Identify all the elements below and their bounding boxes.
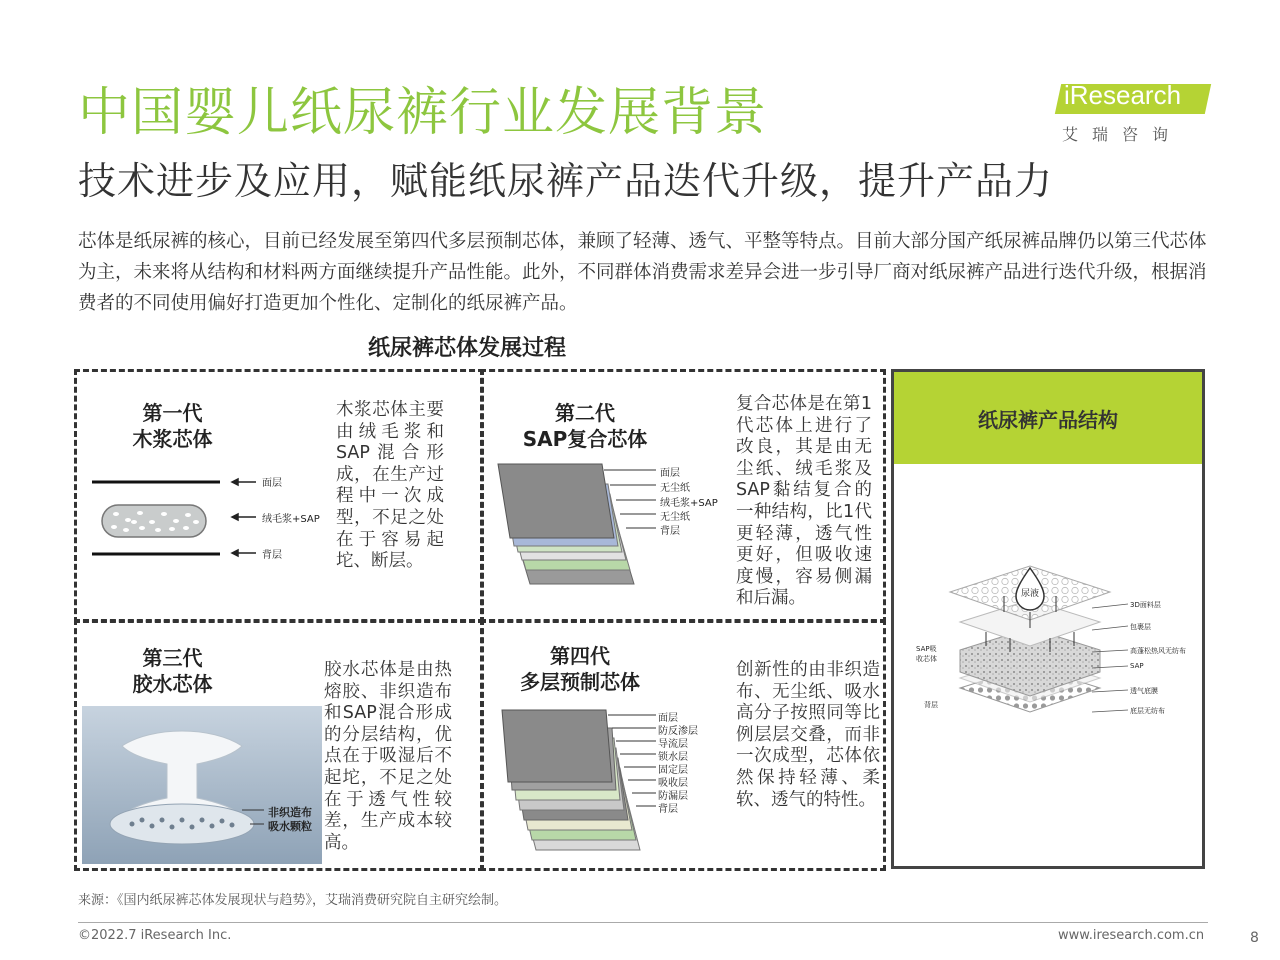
gen3-layer-label: 非织造布	[268, 806, 312, 819]
gen4-layer-label: 防反渗层	[658, 726, 698, 737]
gen4-layer-label: 吸收层	[658, 778, 688, 789]
gen2-layer-label: 无尘纸	[660, 483, 690, 494]
generation-4-diagram	[500, 708, 740, 858]
generation-4-description: 创新性的由非织造布、无尘纸、吸水高分子按照同等比例层层交叠，而非一次成型，芯体依然保持轻薄、柔软、透气的特性。	[736, 660, 880, 810]
gen2-layer-label: 面层	[660, 468, 680, 479]
gen3-layer-label: 吸水颗粒	[268, 820, 312, 833]
footer-divider	[78, 922, 1208, 923]
generation-2-title-line1: 第二代	[555, 401, 615, 425]
gen1-layer-label: 背层	[262, 550, 282, 561]
generation-4-title-line1: 第四代	[550, 644, 610, 668]
generation-2-title	[510, 400, 660, 452]
source-note: 来源：《国内纸尿裤芯体发展现状与趋势》，艾瑞消费研究院自主研究绘制。	[78, 893, 508, 908]
copyright: ©2022.7 iResearch Inc.	[78, 928, 232, 943]
gen4-layer-label: 导流层	[658, 739, 688, 750]
gen4-layer-label: 防漏层	[658, 791, 688, 802]
generation-4-title-line2: 多层预制芯体	[520, 670, 640, 694]
structure-right-label: 底层无纺布	[1130, 707, 1165, 715]
structure-drop-label: 尿液	[1021, 589, 1040, 599]
page-title: 中国婴儿纸尿裤行业发展背景	[78, 83, 768, 143]
structure-right-label: 高蓬松热风无纺布	[1130, 647, 1186, 655]
gen1-layer-label: 面层	[262, 478, 282, 489]
structure-leader-lines	[1092, 600, 1132, 720]
generation-1-description: 木浆芯体主要由绒毛浆和SAP混合形成，在生产过程中一次成型，不足之处在于容易起坨、断层。	[336, 400, 444, 572]
generation-3-title-line1: 第三代	[142, 646, 203, 670]
structure-right-label: 透气底膜	[1130, 687, 1158, 695]
generation-1-title-line2: 木浆芯体	[132, 427, 213, 451]
generation-3-title-line2: 胶水芯体	[132, 672, 213, 696]
generation-1-title-line1: 第一代	[142, 401, 203, 425]
generation-3-description: 胶水芯体是由热熔胶、非织造布和SAP混合形成的分层结构，优点在于吸湿后不起坨，不足之处在于透气性较差，生产成本较高。	[324, 660, 452, 853]
gen2-layer-label: 无尘纸	[660, 512, 690, 523]
gen4-layer-label: 背层	[658, 804, 678, 815]
page-subtitle: 技术进步及应用，赋能纸尿裤产品迭代升级，提升产品力	[78, 159, 1054, 203]
gen1-layer-label: 绒毛浆+SAP	[262, 514, 320, 525]
logo-wordmark: iResearch	[1064, 80, 1182, 110]
structure-right-label: 包裹层	[1130, 623, 1151, 631]
gen4-layer-label: 固定层	[658, 765, 688, 776]
generation-1-title	[110, 400, 235, 452]
structure-left-label: SAP吸收芯体	[916, 645, 937, 663]
gen4-layer-label: 锁水层	[658, 752, 688, 763]
section-heading: 纸尿裤芯体发展过程	[368, 336, 567, 361]
page-number: 8	[1250, 930, 1259, 946]
generation-2-diagram	[496, 460, 736, 590]
logo-chinese: 艾瑞咨询	[1062, 125, 1183, 144]
structure-right-label: SAP	[1130, 662, 1144, 670]
generation-3-diagram	[82, 706, 322, 864]
generation-4-title	[505, 643, 655, 695]
generation-3-title	[110, 645, 235, 697]
intro-paragraph: 芯体是纸尿裤的核心，目前已经发展至第四代多层预制芯体，兼顾了轻薄、透气、平整等特点。目前大部分国产纸尿裤品牌仍以第三代芯体为主，未来将从结构和材料两方面继续提升产品性能。此外，不同群体消费需求差异会进一步引导厂商对纸尿裤产品进行迭代升级，根据消费者的不同使用偏好打造更加个性化、定制化的纸尿裤产品。	[78, 231, 1207, 314]
structure-panel-title: 纸尿裤产品结构	[978, 408, 1118, 432]
gen4-layer-label: 面层	[658, 713, 678, 724]
structure-right-label: 3D面料层	[1130, 601, 1161, 609]
structure-left-label: 背层	[924, 701, 938, 709]
generation-2-description: 复合芯体是在第1代芯体上进行了改良，其是由无尘纸、绒毛浆及SAP黏结复合的一种结构，比1代更轻薄，透气性更好，但吸收速度慢，容易侧漏和后漏。	[736, 394, 872, 609]
generation-2-title-line2: SAP复合芯体	[522, 427, 648, 451]
gen2-layer-label: 背层	[660, 526, 680, 537]
gen2-layer-label: 绒毛浆+SAP	[660, 498, 718, 509]
website-link[interactable]: www.iresearch.com.cn	[1058, 928, 1205, 943]
